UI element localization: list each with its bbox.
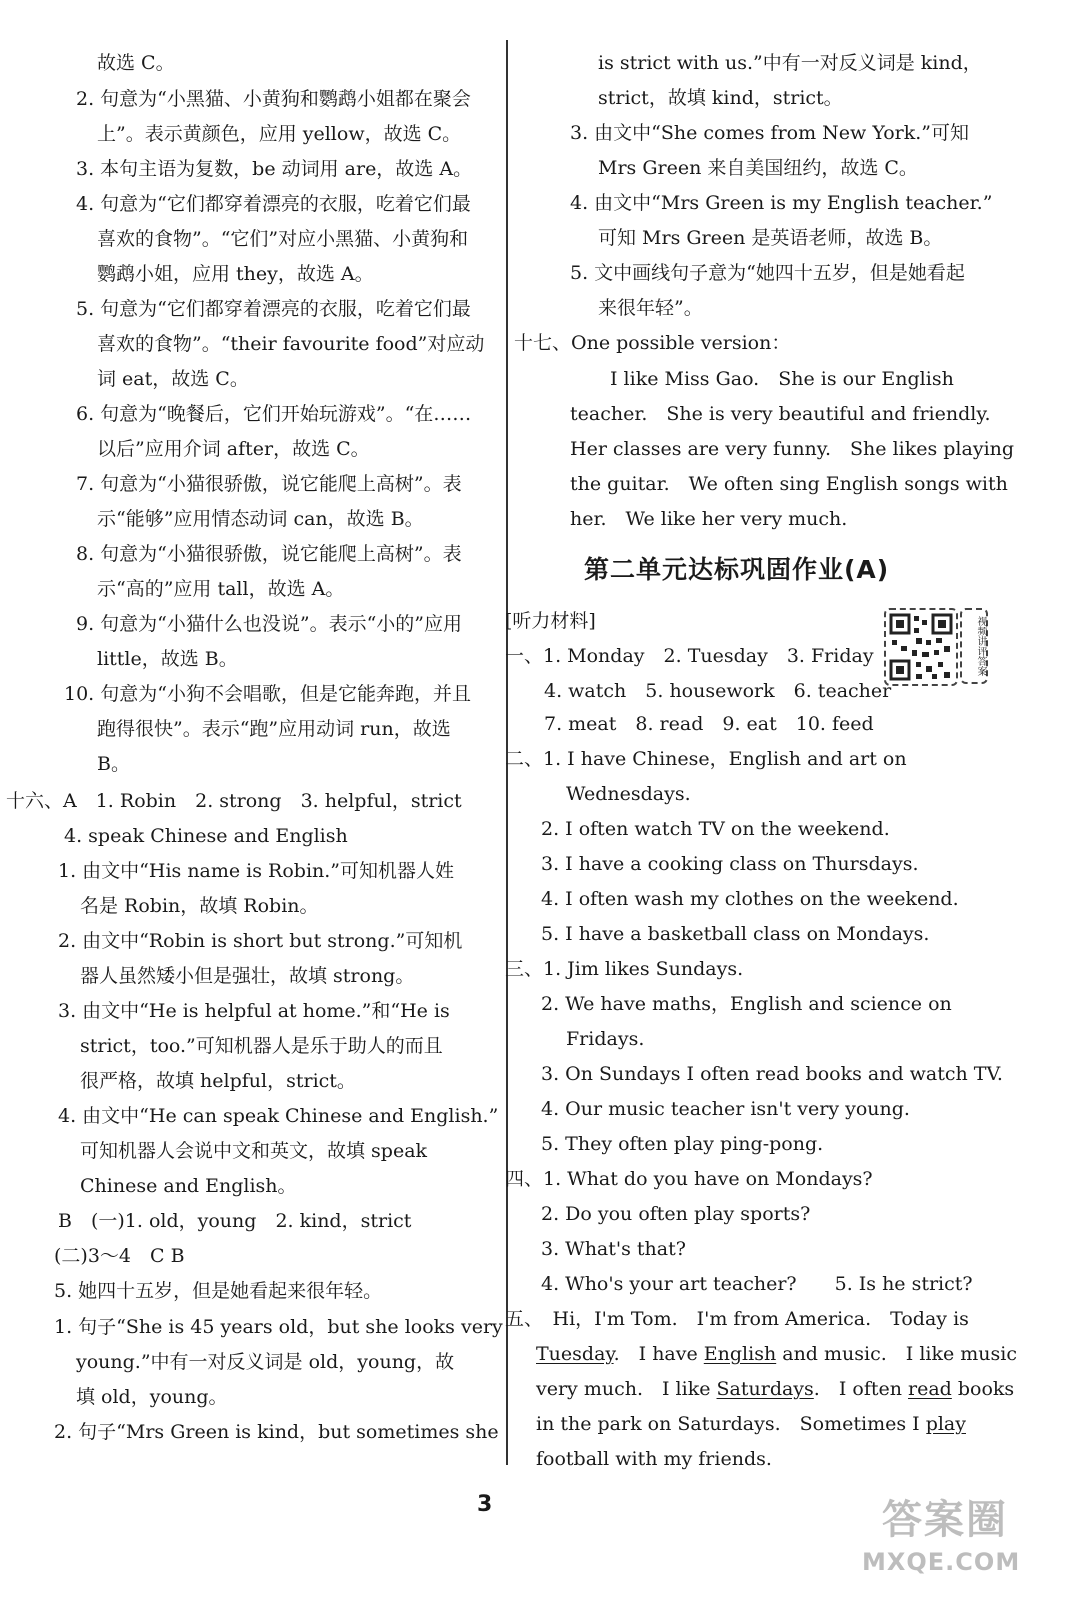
passage-text: very much. I like — [536, 1378, 717, 1400]
text-line: (二)3～4 C B — [54, 1245, 185, 1267]
text-line: 以后”应用介词 after，故选 C。 — [97, 438, 370, 460]
text-line: little，故选 B。 — [97, 648, 238, 670]
text-line: 很严格，故填 helpful，strict。 — [80, 1070, 356, 1092]
text-line: 2. I often watch TV on the weekend. — [541, 818, 890, 840]
section-title: 第二单元达标巩固作业(A) — [584, 555, 890, 584]
text-line: 2. Do you often play sports? — [541, 1203, 811, 1225]
text-line: 4. 由文中“Mrs Green is my English teacher.” — [570, 192, 993, 214]
text-line: 一、1. Monday 2. Tuesday 3. Friday — [505, 645, 874, 667]
text-line: 4. 句意为“它们都穿着漂亮的衣服，吃着它们最 — [76, 193, 471, 215]
text-line: 2. 句意为“小黑猫、小黄狗和鹦鹉小姐都在聚会 — [76, 88, 471, 110]
answer-word: Tuesday — [536, 1343, 614, 1365]
answer-word: play — [925, 1413, 966, 1435]
qr-code[interactable] — [884, 608, 958, 686]
text-line: 4. Who's your art teacher? 5. Is he strict? — [541, 1273, 973, 1295]
text-line: 鹦鹉小姐，应用 they，故选 A。 — [97, 263, 374, 285]
text-line: 4. Our music teacher isn't very young. — [541, 1098, 910, 1120]
passage-line — [536, 1411, 966, 1437]
text-line: 词 eat，故选 C。 — [97, 368, 249, 390]
passage-text: books — [951, 1378, 1015, 1400]
text-line: 跑得很快”。表示“跑”应用动词 run，故选 — [97, 718, 451, 740]
text-line: B (一)1. old，young 2. kind，strict — [58, 1210, 412, 1232]
text-line: 3. On Sundays I often read books and watch TV. — [541, 1063, 1003, 1085]
answer-word: English — [703, 1343, 777, 1365]
text-line: 2. 句子“Mrs Green is kind，but sometimes she — [54, 1421, 499, 1443]
text-line: 五、 Hi，I'm Tom. I'm from America. Today is — [505, 1308, 969, 1330]
text-line: 故选 C。 — [97, 52, 175, 74]
passage-text: . I have — [613, 1343, 704, 1365]
text-line: Mrs Green 来自美国纽约，故选 C。 — [598, 157, 918, 179]
text-line: young.”中有一对反义词是 old，young，故 — [76, 1351, 455, 1373]
text-line: 6. 句意为“晚餐后，它们开始玩游戏”。“在…… — [76, 403, 472, 425]
text-line: 3. I have a cooking class on Thursdays. — [541, 853, 919, 875]
text-line: B。 — [97, 753, 130, 775]
text-line: 示“高的”应用 tall，故选 A。 — [97, 578, 345, 600]
text-line: 7. meat 8. read 9. eat 10. feed — [544, 713, 874, 735]
text-line: teacher. She is very beautiful and friendly. — [570, 403, 991, 425]
answer-word: read — [908, 1378, 952, 1400]
text-line: 5. 她四十五岁，但是她看起来很年轻。 — [54, 1280, 383, 1302]
watermark-top: 答案圈 — [882, 1497, 1008, 1543]
text-line: I like Miss Gao. She is our English — [610, 368, 954, 390]
text-line: 10. 句意为“小狗不会唱歌，但是它能奔跑，并且 — [64, 683, 471, 705]
text-line: Wednesdays. — [566, 783, 691, 805]
text-line: strict，too.”可知机器人是乐于助人的而且 — [80, 1035, 443, 1057]
text-line: the guitar. We often sing English songs with — [570, 473, 1008, 495]
text-line: 8. 句意为“小猫很骄傲，说它能爬上高树”。表 — [76, 543, 462, 565]
watermark-bottom: MXQE.COM — [862, 1548, 1021, 1576]
text-line: 4. watch 5. housework 6. teacher — [544, 680, 892, 702]
text-line: 名是 Robin，故填 Robin。 — [80, 895, 319, 917]
text-line: 可知机器人会说中文和英文，故填 speak — [80, 1140, 428, 1162]
passage-text: . I often — [813, 1378, 909, 1400]
answer-word: Saturdays — [716, 1378, 814, 1400]
page-number: 3 — [477, 1492, 493, 1517]
text-line: 来很年轻”。 — [598, 297, 703, 319]
passage-line: football with my friends. — [536, 1448, 772, 1470]
text-line: 4. I often wash my clothes on the weekend. — [541, 888, 959, 910]
text-line: is strict with us.”中有一对反义词是 kind， — [598, 52, 982, 74]
text-line: 器人虽然矮小但是强壮，故填 strong。 — [80, 965, 415, 987]
qr-code-icon — [886, 610, 956, 684]
passage-text: and music. I like music — [776, 1343, 1017, 1365]
watermark-logo — [852, 1488, 1052, 1588]
passage-text: in the park on Saturdays. Sometimes I — [536, 1413, 926, 1435]
text-line: 上”。表示黄颜色，应用 yellow，故选 C。 — [97, 123, 462, 145]
section-heading: 十七、One possible version： — [514, 332, 791, 354]
text-line: 1. 由文中“His name is Robin.”可知机器人姓 — [58, 860, 455, 882]
text-line: 5. 句意为“它们都穿着漂亮的衣服，吃着它们最 — [76, 298, 471, 320]
text-line: Fridays. — [566, 1028, 645, 1050]
text-line: 4. 由文中“He can speak Chinese and English.” — [58, 1105, 499, 1127]
text-line: 喜欢的食物”。“它们”对应小黑猫、小黄狗和 — [97, 228, 469, 250]
text-line: Chinese and English。 — [80, 1175, 297, 1197]
text-line: 5. I have a basketball class on Mondays. — [541, 923, 930, 945]
qr-video-label: 视频讲评答案 — [960, 608, 988, 684]
text-line: 四、1. What do you have on Mondays? — [505, 1168, 873, 1190]
text-line: her. We like her very much. — [570, 508, 848, 530]
text-line: 5. 文中画线句子意为“她四十五岁，但是她看起 — [570, 262, 965, 284]
text-line: 喜欢的食物”。“their favourite food”对应动 — [97, 333, 485, 355]
section-heading: 十六、A 1. Robin 2. strong 3. helpful，strict — [6, 790, 462, 812]
text-line: 2. We have maths，English and science on — [541, 993, 952, 1015]
text-line: 3. 本句主语为复数，be 动词用 are，故选 A。 — [76, 158, 473, 180]
text-line: 可知 Mrs Green 是英语老师，故选 B。 — [598, 227, 943, 249]
passage-line — [536, 1341, 1017, 1367]
text-line: 3. What's that? — [541, 1238, 686, 1260]
passage-line — [536, 1376, 1014, 1402]
text-line: 2. 由文中“Robin is short but strong.”可知机 — [58, 930, 463, 952]
text-line: 1. 句子“She is 45 years old，but she looks very — [54, 1316, 503, 1338]
text-line: 填 old，young。 — [76, 1386, 228, 1408]
text-line: 示“能够”应用情态动词 can，故选 B。 — [97, 508, 424, 530]
text-line: 5. They often play ping-pong. — [541, 1133, 824, 1155]
text-line: 9. 句意为“小猫什么也没说”。表示“小的”应用 — [76, 613, 463, 635]
text-line: 二、1. I have Chinese，English and art on — [505, 748, 907, 770]
text-line: 4. speak Chinese and English — [64, 825, 348, 847]
text-line: Her classes are very funny. She likes playing — [570, 438, 1015, 460]
text-line: 3. 由文中“She comes from New York.”可知 — [570, 122, 970, 144]
listening-label: [听力材料] — [505, 610, 596, 632]
text-line: 3. 由文中“He is helpful at home.”和“He is — [58, 1000, 450, 1022]
text-line: strict，故填 kind，strict。 — [598, 87, 843, 109]
text-line: 三、1. Jim likes Sundays. — [505, 958, 744, 980]
text-line: 7. 句意为“小猫很骄傲，说它能爬上高树”。表 — [76, 473, 462, 495]
